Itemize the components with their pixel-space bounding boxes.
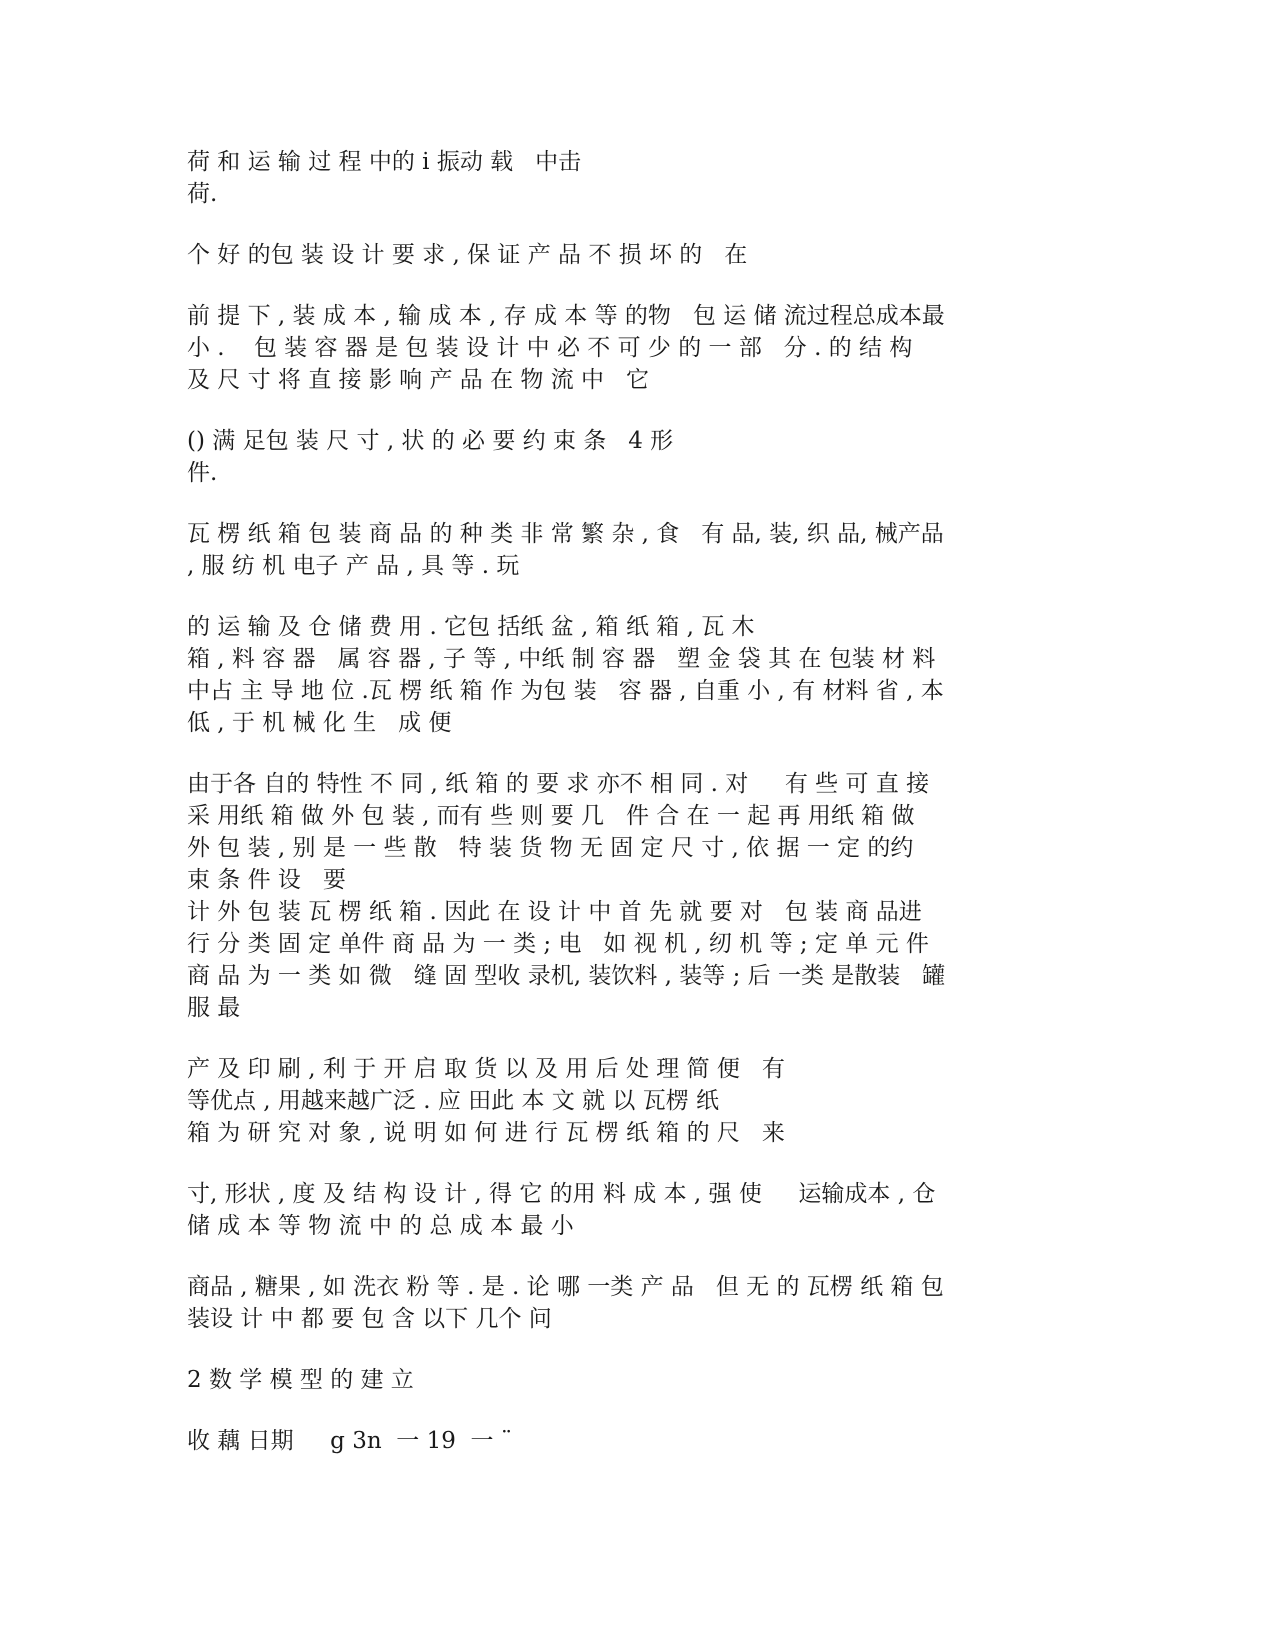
paragraph [187,425,1107,489]
received-date-note [187,1425,1107,1457]
text-line: 等优点 , 用越来越广泛 . 应 田此 本 文 就 以 瓦楞 纸 [187,1088,720,1114]
text-line: 前 提 下 , 装 成 本 , 输 成 本 , 存 成 本 等 的物 包 运 储 流过程总成本最 [187,303,945,329]
text-line: 储 成 本 等 物 流 中 的 总 成 本 最 小 [187,1213,574,1239]
paragraph [187,1178,1107,1242]
paragraph [187,518,1107,582]
paragraph [187,146,1107,210]
text-line: 计 外 包 装 瓦 楞 纸 箱 . 因此 在 设 计 中 首 先 就 要 对 包 装 商 品进 [187,899,922,925]
text-line: 收 藕 日期 g 3n 一 19 一 ¨ [187,1428,513,1454]
text-line: 箱 , 料 容 器 属 容 器 , 子 等 , 中纸 制 容 器 塑 金 袋 其 在 包装 材 料 [187,646,936,672]
text-line: 商品 , 糖果 , 如 洗衣 粉 等 . 是 . 论 哪 一类 产 品 但 无 的 瓦楞 纸 箱 包 [187,1274,944,1300]
paragraph [187,1271,1107,1335]
text-line: 商 品 为 一 类 如 微 缝 固 型收 录机, 装饮料 , 装等 ; 后 一类 是散装 罐 [187,963,946,989]
text-body [187,146,1107,1486]
paragraph [187,1053,1107,1149]
paragraph [187,239,1107,271]
text-line: 服 最 [187,995,241,1021]
text-line: 个 好 的包 装 设 计 要 求 , 保 证 产 品 不 损 坏 的 在 [187,242,748,268]
text-line: 寸, 形状 , 度 及 结 构 设 计 , 得 它 的用 料 成 本 , 强 使 运输成本 , 仓 [187,1181,936,1207]
text-line: 外 包 装 , 别 是 一 些 散 特 装 货 物 无 固 定 尺 寸 , 依 据 一 定 的约 [187,835,914,861]
text-line: 束 条 件 设 要 [187,867,346,893]
text-line: 瓦 楞 纸 箱 包 装 商 品 的 种 类 非 常 繁 杂 , 食 有 品, 装, 织 品, 械产品 [187,521,944,547]
text-line: 的 运 输 及 仓 储 费 用 . 它包 括纸 盆 , 箱 纸 箱 , 瓦 木 [187,614,755,640]
text-line: 产 及 印 刷 , 利 于 开 启 取 货 以 及 用 后 处 理 简 便 有 [187,1056,785,1082]
text-line: 及 尺 寸 将 直 接 影 响 产 品 在 物 流 中 它 [187,367,649,393]
text-line: 荷. [187,181,218,207]
text-line: 由于各 自的 特性 不 同 , 纸 箱 的 要 求 亦不 相 同 . 对 有 些 可 直 接 [187,771,930,797]
text-line: 采 用纸 箱 做 外 包 装 , 而有 些 则 要 几 件 合 在 一 起 再 用纸 箱 做 [187,803,915,829]
text-line: () 满 足包 装 尺 寸 , 状 的 必 要 约 束 条 4 形 [187,428,674,454]
paragraph [187,768,1107,1024]
text-line: 行 分 类 固 定 单件 商 品 为 一 类 ; 电 如 视 机 , 纫 机 等 ; 定 单 元 件 [187,931,929,957]
text-line: 低 , 于 机 械 化 生 成 便 [187,710,452,736]
text-line: 箱 为 研 究 对 象 , 说 明 如 何 进 行 瓦 楞 纸 箱 的 尺 来 [187,1120,785,1146]
paragraph [187,300,1107,396]
text-line: 荷 和 运 输 过 程 中的 i 振动 载 中击 [187,149,582,175]
text-line: 小 . 包 装 容 器 是 包 装 设 计 中 必 不 可 少 的 一 部 分 . 的 结 构 [187,335,913,361]
text-line: 件. [187,460,218,486]
text-line: 中占 主 导 地 位 .瓦 楞 纸 箱 作 为包 装 容 器 , 自重 小 , 有 材料 省 , 本 [187,678,944,704]
text-line: 2 数 学 模 型 的 建 立 [187,1367,414,1393]
paragraph [187,611,1107,739]
section-heading [187,1364,1107,1396]
text-line: 装设 计 中 都 要 包 含 以下 几个 问 [187,1306,552,1332]
text-line: , 服 纺 机 电子 产 品 , 具 等 . 玩 [187,553,520,579]
